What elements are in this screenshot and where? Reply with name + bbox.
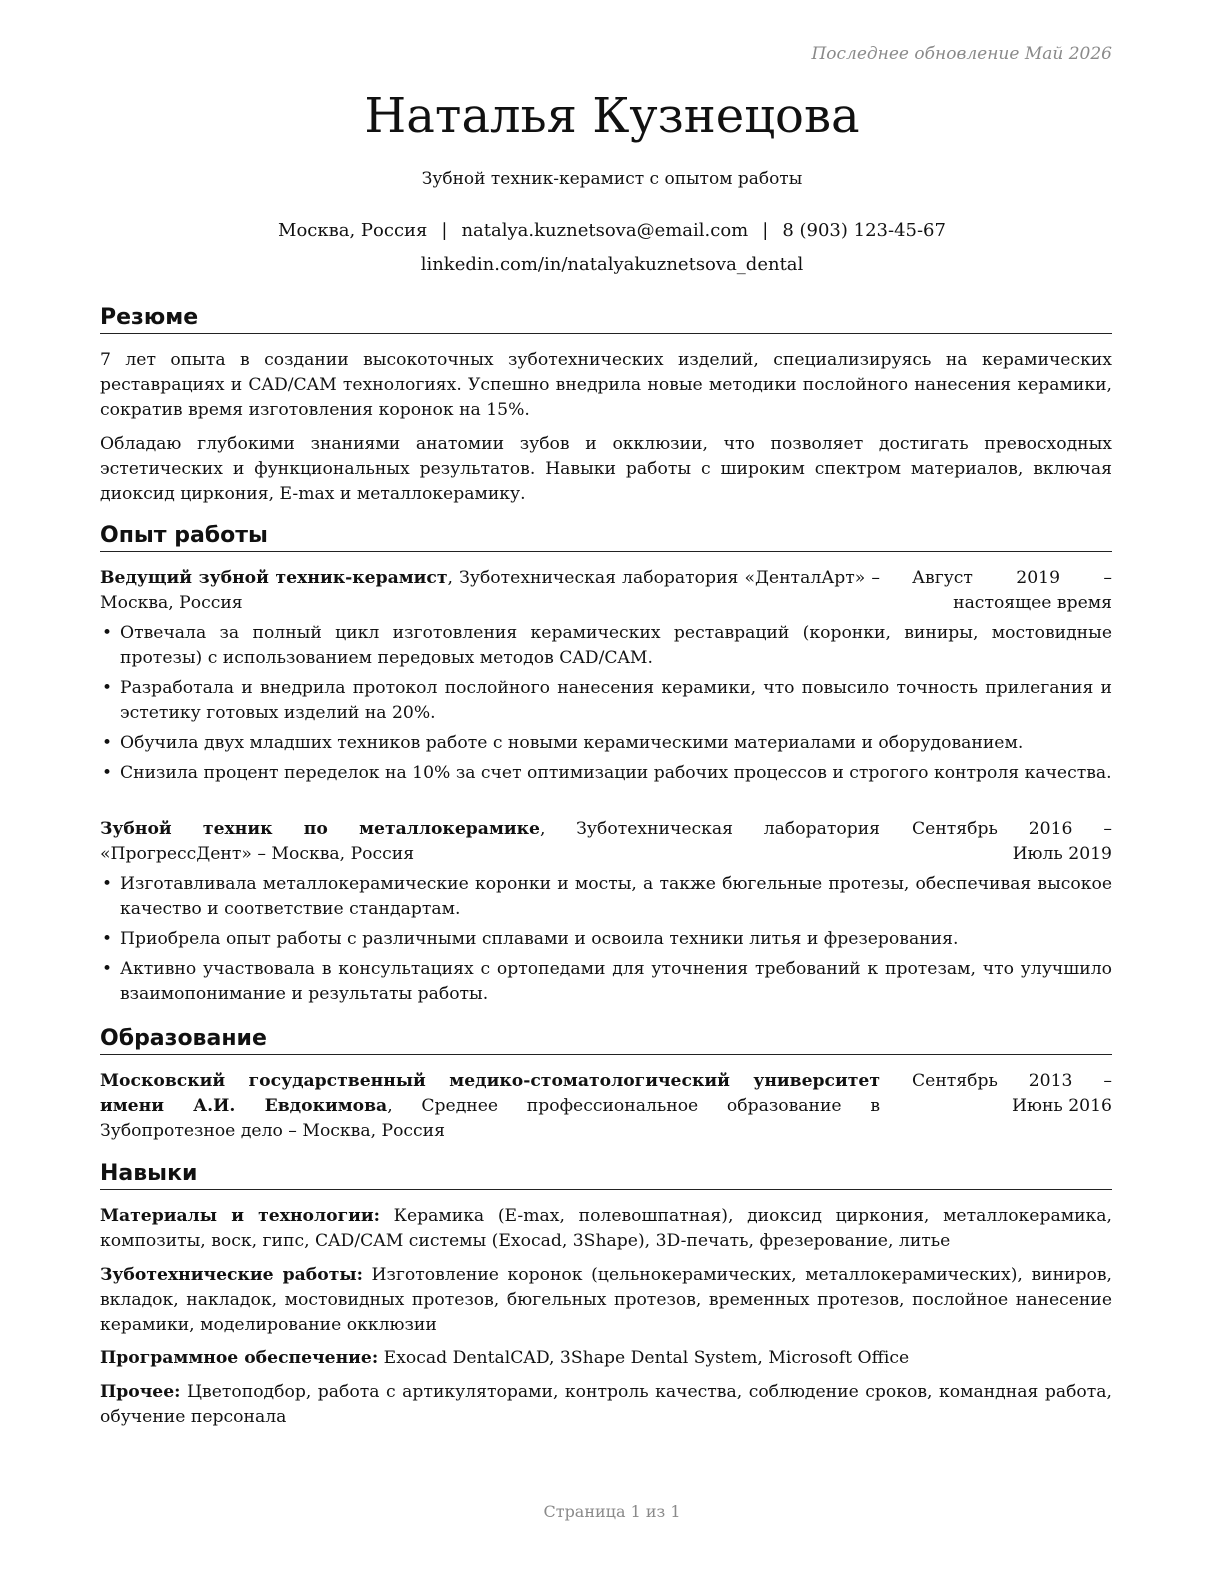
list-item: • Снизила процент переделок на 10% за счет оптимизации рабочих процессов и строгого контроля качества. (100, 761, 1112, 786)
skill-item (100, 1380, 1112, 1430)
education-school (100, 1069, 880, 1144)
skill-text: Изготовление коронок (цельнокерамических, металлокерамических), виниров, вкладок, накладок, мостовидных протезов, бюгельных протезов, временных протезов, послойное нанесение керамики, моделирование окклюзии (100, 1265, 1112, 1335)
skill-text: Цветоподбор, работа с артикуляторами, контроль качества, соблюдение сроков, командная работа, обучение персонала (100, 1382, 1112, 1427)
location: Москва, Россия (278, 220, 428, 241)
list-item: • Активно участвовала в консультациях с ортопедами для уточнения требований к протезам, что улучшило взаимопонимание и результаты работы. (100, 957, 1112, 1007)
job-header (100, 566, 1112, 616)
job-dates: Август 2019 – настоящее время (912, 568, 1112, 613)
candidate-name: Наталья Кузнецова (364, 88, 860, 144)
skill-label: Зуботехнические работы: (100, 1265, 363, 1285)
job-bullets (100, 621, 1112, 791)
job-role: Зубной техник по металлокерамике (100, 819, 540, 839)
summary-paragraph: Обладаю глубокими знаниями анатомии зубов и окклюзии, что позволяет достигать превосходных эстетических и функциональных результатов. Навыки работы с широким спектром материалов, включая диоксид циркония, E-max и металлокерамику. (100, 434, 1112, 504)
job-header (100, 817, 1112, 867)
skill-text: Керамика (E-max, полевошпатная), диоксид циркония, металлокерамика, композиты, воск, гипс, CAD/CAM системы (Exocad, 3Shape), 3D-печать, фрезерование, литье (100, 1206, 1112, 1251)
job-title-company (100, 566, 880, 616)
last-updated: Последнее обновление Май 2026 (811, 44, 1112, 64)
list-item: • Отвечала за полный цикл изготовления керамических реставраций (коронки, виниры, мостовидные протезы) с использованием передовых методов CAD/CAM. (100, 621, 1112, 671)
job-dates: Сентябрь 2016 – Июль 2019 (912, 819, 1112, 864)
separator: | (762, 220, 769, 241)
education-entry (100, 1069, 1112, 1144)
skill-item (100, 1346, 1112, 1371)
list-item: • Изготавливала металлокерамические коронки и мосты, а также бюгельные протезы, обеспечивая высокое качество и соответствие стандартам. (100, 872, 1112, 922)
candidate-subtitle: Зубной техник-керамист с опытом работы (421, 169, 803, 189)
skill-label: Прочее: (100, 1382, 181, 1402)
section-title-education: Образование (100, 1025, 1112, 1055)
school-name: Московский государственный медико-стоматологический университет имени А.И. Евдокимова (100, 1071, 880, 1116)
skill-label: Программное обеспечение: (100, 1348, 379, 1368)
skill-label: Материалы и технологии: (100, 1206, 380, 1226)
contact-line (0, 220, 1224, 241)
skill-item (100, 1263, 1112, 1338)
phone: 8 (903) 123-45-67 (782, 220, 946, 241)
job-bullets (100, 872, 1112, 1012)
summary-paragraph: 7 лет опыта в создании высокоточных зуботехнических изделий, специализируясь на керамических реставрациях и CAD/CAM технологиях. Успешно внедрила новые методики послойного нанесения керамики, сократив время изготовления коронок на 15%. (100, 350, 1112, 420)
separator: | (441, 220, 448, 241)
list-item: • Разработала и внедрила протокол послойного нанесения керамики, что повысило точность прилегания и эстетику готовых изделий на 20%. (100, 676, 1112, 726)
job-company: , Зуботехническая лаборатория «ПрогрессДент» – Москва, Россия (100, 819, 880, 864)
job-title-company (100, 817, 880, 867)
list-item: • Приобрела опыт работы с различными сплавами и освоила техники литья и фрезерования. (100, 927, 1112, 952)
degree-details: , Среднее профессиональное образование в Зубопротезное дело – Москва, Россия (100, 1096, 880, 1141)
job-role: Ведущий зубной техник-керамист (100, 568, 448, 588)
skill-item (100, 1204, 1112, 1254)
list-item: • Обучила двух младших техников работе с новыми керамическими материалами и оборудованием. (100, 731, 1112, 756)
skill-text: Exocad DentalCAD, 3Shape Dental System, Microsoft Office (378, 1348, 910, 1368)
page-number: Страница 1 из 1 (543, 1502, 681, 1521)
section-title-summary: Резюме (100, 304, 1112, 334)
job-company: , Зуботехническая лаборатория «ДенталАрт» – Москва, Россия (100, 568, 880, 613)
education-dates: Сентябрь 2013 – Июнь 2016 (912, 1071, 1112, 1116)
linkedin-link[interactable]: linkedin.com/in/natalyakuznetsova_dental (420, 254, 804, 275)
section-title-experience: Опыт работы (100, 522, 1112, 552)
section-title-skills: Навыки (100, 1160, 1112, 1190)
email-link[interactable]: natalya.kuznetsova@email.com (461, 220, 749, 241)
